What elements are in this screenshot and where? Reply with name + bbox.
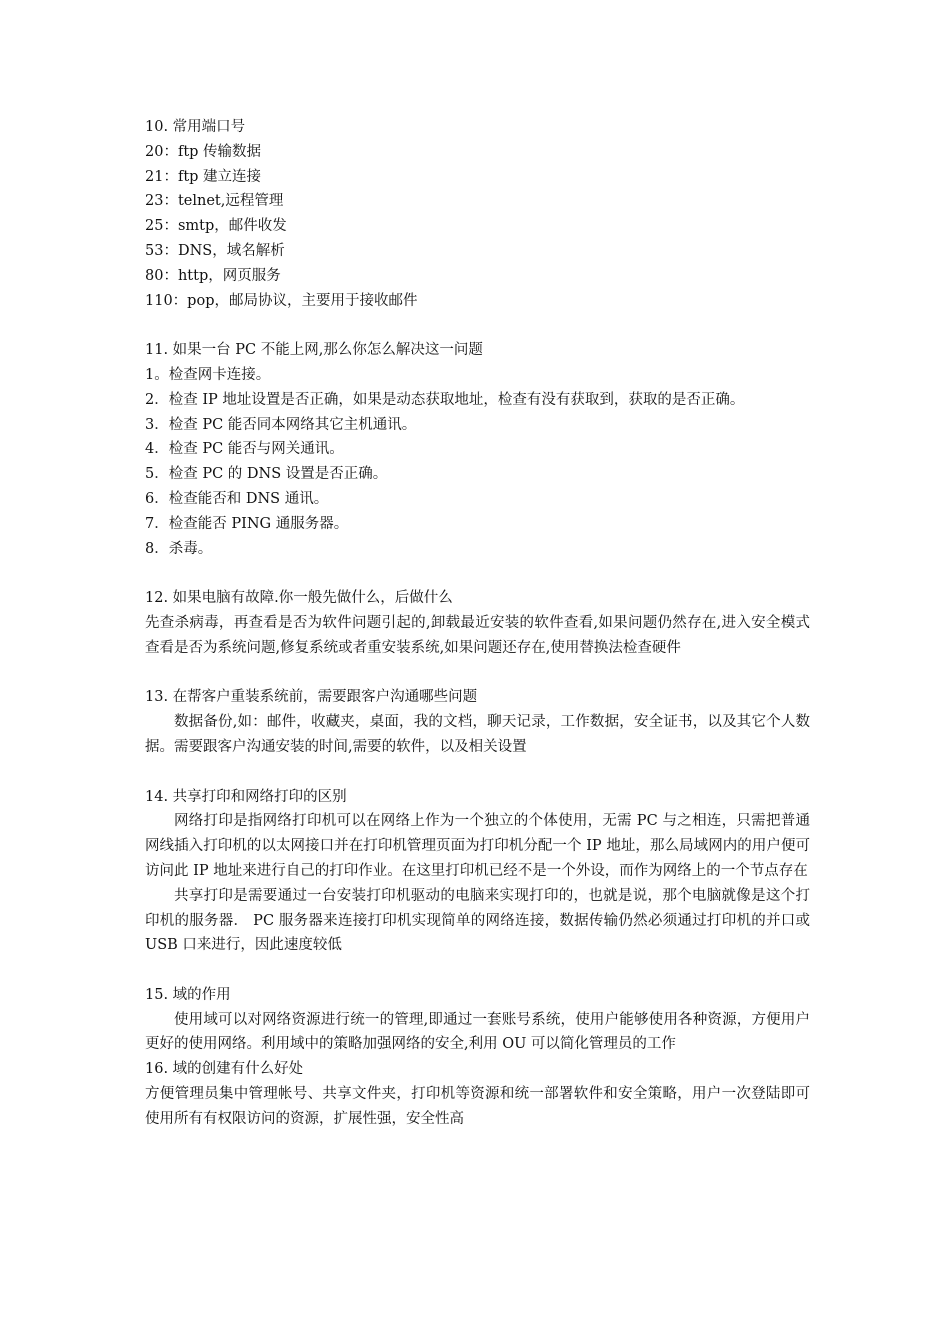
- section-network-troubleshoot: [145, 338, 810, 561]
- list-item: 23：telnet,远程管理: [145, 193, 284, 210]
- section-pc-fault: [145, 586, 810, 660]
- section-domain-role: [145, 983, 810, 1057]
- section-heading: 12. 如果电脑有故障.你一般先做什么，后做什么: [145, 590, 453, 607]
- section-heading: 16. 域的创建有什么好处: [145, 1061, 304, 1078]
- list-item: 7．检查能否 PING 通服务器。: [145, 515, 349, 532]
- spacer: [145, 760, 810, 785]
- list-item: 6．检查能否和 DNS 通讯。: [145, 490, 329, 507]
- section-heading: 11. 如果一台 PC 不能上网,那么你怎么解决这一问题: [145, 342, 483, 359]
- spacer: [145, 561, 810, 586]
- section-ports: [145, 115, 810, 313]
- spacer: [145, 958, 810, 983]
- list-item: 5．检查 PC 的 DNS 设置是否正确。: [145, 466, 388, 483]
- section-heading: 13. 在帮客户重装系统前，需要跟客户沟通哪些问题: [145, 689, 478, 706]
- section-heading: 10. 常用端口号: [145, 119, 246, 135]
- section-heading: 14. 共享打印和网络打印的区别: [145, 788, 347, 805]
- list-item: 110：pop，邮局协议，主要用于接收邮件: [145, 292, 418, 309]
- list-item: 21：ftp 建立连接: [145, 168, 262, 185]
- list-item: 2．检查 IP 地址设置是否正确，如果是动态获取地址，检查有没有获取到，获取的是否正确。: [145, 391, 745, 408]
- paragraph: 网络打印是指网络打印机可以在网络上作为一个独立的个体使用，无需 PC 与之相连，只需把普通网线插入打印机的以太网接口并在打印机管理页面为打印机分配一个 IP 地址，那么局域网内的用户便可访问此 IP 地址来进行自己的打印作业。在这里打印机已经不是一个外设，而作为网络上的一个节点存在: [145, 813, 810, 879]
- paragraph: 方便管理员集中管理帐号、共享文件夹，打印机等资源和统一部署软件和安全策略，用户一次登陆即可使用所有有权限访问的资源，扩展性强，安全性高: [145, 1086, 810, 1127]
- list-item: 4．检查 PC 能否与网关通讯。: [145, 441, 344, 458]
- list-item: 1。检查网卡连接。: [145, 366, 271, 383]
- paragraph: 使用域可以对网络资源进行统一的管理,即通过一套账号系统，使用户能够使用各种资源，方便用户更好的使用网络。利用域中的策略加强网络的安全,利用 OU 可以简化管理员的工作: [145, 1011, 810, 1053]
- spacer: [145, 313, 810, 338]
- paragraph: 共享打印是需要通过一台安装打印机驱动的电脑来实现打印的，也就是说，那个电脑就像是这个打印机的服务器． PC 服务器来连接打印机实现简单的网络连接，数据传输仍然必须通过打印机的并口或 USB 口来进行，因此速度较低: [145, 887, 810, 954]
- section-printing: [145, 785, 810, 959]
- list-item: 8．杀毒。: [145, 540, 213, 557]
- document-page: [145, 115, 810, 1132]
- paragraph: 数据备份,如：邮件，收藏夹，桌面，我的文档，聊天记录，工作数据，安全证书，以及其它个人数据。需要跟客户沟通安装的时间,需要的软件，以及相关设置: [145, 714, 810, 755]
- section-domain-benefits: [145, 1057, 810, 1131]
- list-item: 3．检查 PC 能否同本网络其它主机通讯。: [145, 416, 417, 433]
- list-item: 80：http，网页服务: [145, 267, 281, 284]
- list-item: 25：smtp，邮件收发: [145, 218, 287, 235]
- section-reinstall: [145, 685, 810, 759]
- spacer: [145, 661, 810, 686]
- paragraph: 先查杀病毒，再查看是否为软件问题引起的,卸载最近安装的软件查看,如果问题仍然存在,进入安全模式查看是否为系统问题,修复系统或者重安装系统,如果问题还存在,使用替换法检查硬件: [145, 614, 810, 656]
- section-heading: 15. 域的作用: [145, 986, 231, 1003]
- list-item: 53：DNS，域名解析: [145, 242, 285, 259]
- list-item: 20：ftp 传输数据: [145, 143, 262, 160]
